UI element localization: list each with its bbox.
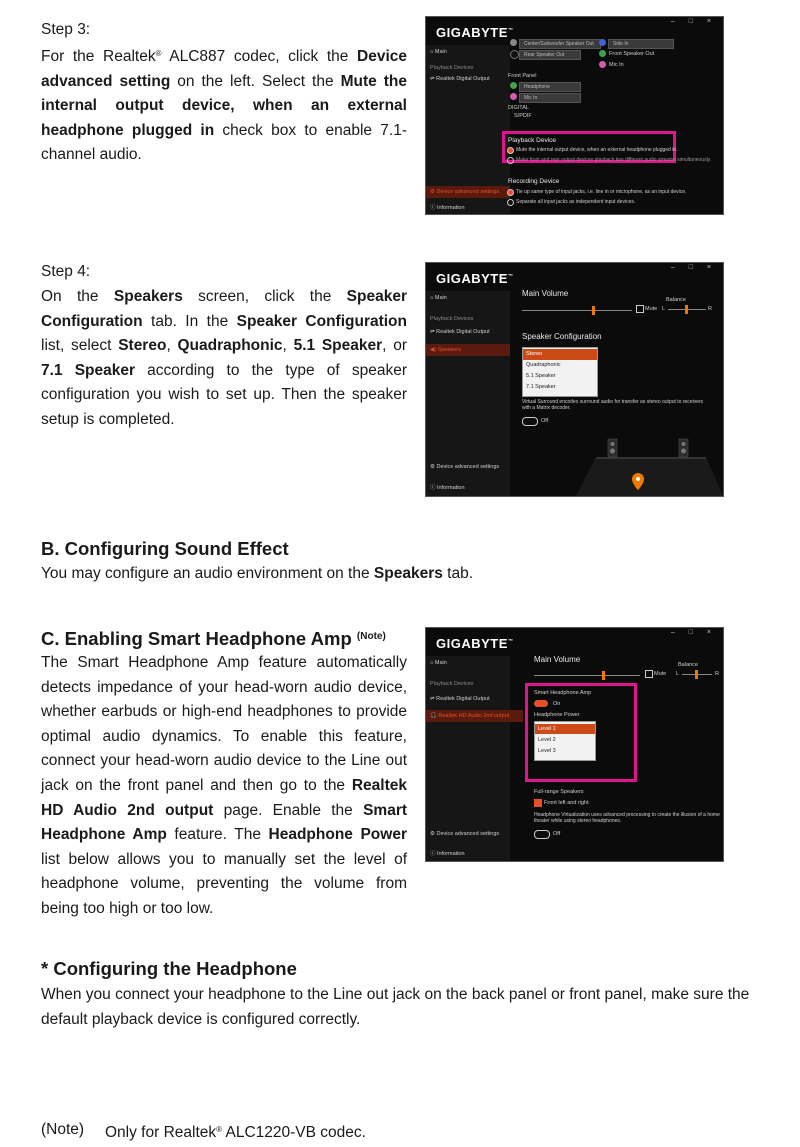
sidebar <box>426 45 510 214</box>
front-lr-label: Front left and right <box>544 800 589 806</box>
hp-virtualization-text: Headphone Virtualization uses advanced processing to create the illusion of a home theater while using stereo headphones. <box>534 812 720 824</box>
side-in-select[interactable]: Side In <box>608 39 674 49</box>
sidebar-section-playback: Playback Devices <box>430 65 474 71</box>
speaker-config-heading: Speaker Configuration <box>522 332 602 341</box>
jack-icon <box>510 39 517 46</box>
sidebar <box>426 656 510 861</box>
option-stereo[interactable]: Stereo <box>526 351 543 357</box>
section-c-text: The Smart Headphone Amp feature automatically detects impedance of your head-worn audio device, whether earbuds or high-end headphones to provide optimal audio dynamics. To enable this feature, connect your head-worn audio device to the Line out jack on the front panel and then go to the Realtek HD Audio 2nd output page. Enable the Smart Headphone Amp feature. The Headphone Power list below allows you to manually set the level of headphone volume, preventing the volume from being too high or too low. <box>41 654 408 917</box>
main-volume-knob[interactable] <box>602 671 605 680</box>
note-marker: (Note) <box>356 631 386 642</box>
gigabyte-logo: GIGABYTE™ <box>436 25 514 40</box>
two-streams-label: Make front and rear output devices playback two different audio streams simultaneously. <box>516 157 712 163</box>
footnote-label: (Note) <box>41 1121 85 1138</box>
sidebar <box>426 291 510 496</box>
spdif-label: S/PDIF <box>514 113 532 119</box>
screenshot-speaker-configuration <box>425 262 724 497</box>
mute-option-label: Mute the internal output device, when an external headphone plugged in. <box>516 147 678 153</box>
playback-device-heading: Playback Device <box>508 137 557 144</box>
toggle-off-label: Off <box>541 418 549 424</box>
option-level-3[interactable]: Level 3 <box>538 748 556 754</box>
option-quadraphonic[interactable]: Quadraphonic <box>526 362 561 368</box>
step4-text: On the Speakers screen, click the Speaker Configuration tab. In the Speaker Configuration list, select Stereo, Quadraphonic, 5.1 Speaker, or 7.1 Speaker according to the type of speaker configuration you wish to set up. Then the speaker setup is completed. <box>41 288 407 428</box>
balance-l: L <box>662 306 666 312</box>
step4-title: Step 4: <box>41 263 91 280</box>
option-5-1[interactable]: 5.1 Speaker <box>526 373 556 379</box>
mute-label: Mute <box>645 306 658 312</box>
gigabyte-logo: GIGABYTE™ <box>436 271 514 286</box>
sidebar-item-information[interactable]: ⓘ Information <box>430 205 465 211</box>
sidebar-section-playback: Playback Devices <box>430 681 474 687</box>
digital-label: DIGITAL <box>508 105 529 111</box>
balance-r: R <box>715 671 719 677</box>
toggle-off-label: Off <box>553 831 561 837</box>
main-volume-label: Main Volume <box>522 289 569 298</box>
center-sub-select[interactable]: Center/Subwoofer Speaker Out <box>519 39 601 49</box>
sidebar-item-advanced[interactable]: ⚙ Device advanced settings <box>430 464 500 470</box>
sidebar-item-main[interactable]: ⌂ Main <box>430 295 447 301</box>
section-c-heading: C. Enabling Smart Headphone Amp $^{(Note)}$ <box>41 628 386 649</box>
headphone-power-label: Headphone Power <box>534 712 580 718</box>
smart-amp-label: Smart Headphone Amp <box>534 690 592 696</box>
jack-icon <box>510 82 517 89</box>
jack-icon <box>599 50 606 57</box>
balance-label: Balance <box>666 297 686 303</box>
speaker-config-list[interactable] <box>522 347 598 397</box>
full-range-heading: Full-range Speakers <box>534 789 584 795</box>
front-lr-checkbox[interactable] <box>534 799 542 807</box>
sidebar-item-digital-output[interactable]: ⇌ Realtek Digital Output <box>430 76 490 82</box>
virtual-surround-toggle[interactable] <box>522 417 538 426</box>
sidebar-item-digital-output[interactable]: ⇌ Realtek Digital Output <box>430 696 490 702</box>
sidebar-item-information[interactable]: ⓘ Information <box>430 851 465 857</box>
headphone-power-list[interactable] <box>534 721 596 761</box>
balance-knob[interactable] <box>685 305 688 314</box>
balance-knob[interactable] <box>695 670 698 679</box>
screenshot-smart-headphone-amp <box>425 627 724 862</box>
sidebar-section-playback: Playback Devices <box>430 316 474 322</box>
step3-text: For the Realtek® ALC887 codec, click the Device advanced setting on the left. Select the Mute the internal output device, when an external headphone plugged in check box to enable 7.1-channel audio. <box>41 48 408 164</box>
option-level-1[interactable]: Level 1 <box>538 726 556 732</box>
sidebar-item-speakers[interactable]: ◀) Speakers <box>430 347 461 353</box>
sidebar-item-digital-output[interactable]: ⇌ Realtek Digital Output <box>430 329 490 335</box>
option-level-2[interactable]: Level 2 <box>538 737 556 743</box>
sidebar-item-main[interactable]: ⌂ Main <box>430 660 447 666</box>
main-volume-slider[interactable] <box>522 310 632 311</box>
separate-label: Separate all input jacks as independent input devices. <box>516 199 636 205</box>
headphone-text: When you connect your headphone to the Line out jack on the back panel or front panel, make sure the default playback device is configured correctly. <box>41 986 750 1028</box>
front-out-label: Front Speaker Out <box>609 51 655 57</box>
option-7-1[interactable]: 7.1 Speaker <box>526 384 556 390</box>
mic-in-label: Mic In <box>609 62 624 68</box>
speaker-stage-illustration <box>556 433 723 496</box>
mute-label: Mute <box>654 671 667 677</box>
tie-up-radio[interactable] <box>507 189 514 196</box>
main-volume-label: Main Volume <box>534 655 581 664</box>
main-volume-slider[interactable] <box>534 675 640 676</box>
headphone-heading: * Configuring the Headphone <box>41 958 297 979</box>
sidebar-item-main[interactable]: ⌂ Main <box>430 49 447 55</box>
screenshot-device-advanced-settings <box>425 16 724 215</box>
jack-icon <box>599 61 606 68</box>
tie-up-label: Tie up same type of input jacks, i.e. line in or microphone, as an input device. <box>516 189 687 195</box>
balance-l: L <box>676 671 680 677</box>
step3-title: Step 3: <box>41 21 91 38</box>
footnote-text: Only for Realtek® ALC1220-VB codec. <box>105 1124 366 1141</box>
rear-out-select[interactable]: Rear Speaker Out <box>519 50 581 60</box>
gigabyte-logo: GIGABYTE™ <box>436 636 514 651</box>
balance-label: Balance <box>678 662 698 668</box>
virtual-surround-text: Virtual Surround encodes surround audio for transfer as stereo output to receivers with a Matrix decoder. <box>522 399 704 411</box>
jack-icon <box>510 50 519 59</box>
window-controls[interactable]: – □ × <box>670 18 717 25</box>
mute-checkbox[interactable] <box>636 305 644 313</box>
sidebar-item-advanced[interactable]: ⚙ Device advanced settings <box>430 831 500 837</box>
headphone-select[interactable]: Headphone <box>519 82 581 92</box>
hp-virtualization-toggle[interactable] <box>534 830 550 839</box>
recording-device-heading: Recording Device <box>508 178 560 185</box>
front-panel-label: Front Panel <box>508 73 537 79</box>
section-b-heading: B. Configuring Sound Effect <box>41 538 289 559</box>
mute-checkbox[interactable] <box>645 670 653 678</box>
window-controls[interactable]: – □ × <box>670 629 717 636</box>
sidebar-item-2nd-output[interactable]: 🎧 Realtek HD Audio 2nd output <box>430 713 510 719</box>
window-controls[interactable]: – □ × <box>670 264 717 271</box>
sidebar-item-information[interactable]: ⓘ Information <box>430 485 465 491</box>
separate-radio[interactable] <box>507 199 514 206</box>
section-b-text: You may configure an audio environment on the Speakers tab. <box>41 565 474 582</box>
smart-amp-toggle[interactable] <box>534 700 548 707</box>
mute-option-radio[interactable] <box>507 147 514 154</box>
two-streams-radio[interactable] <box>507 157 514 164</box>
balance-r: R <box>708 306 712 312</box>
smart-amp-on-label: On <box>553 701 561 707</box>
jack-icon <box>510 93 517 100</box>
mic-select[interactable]: Mic In <box>519 93 581 103</box>
main-volume-knob[interactable] <box>592 306 595 315</box>
jack-icon <box>599 39 606 46</box>
sidebar-item-advanced[interactable]: ⚙ Device advanced settings <box>430 189 500 195</box>
